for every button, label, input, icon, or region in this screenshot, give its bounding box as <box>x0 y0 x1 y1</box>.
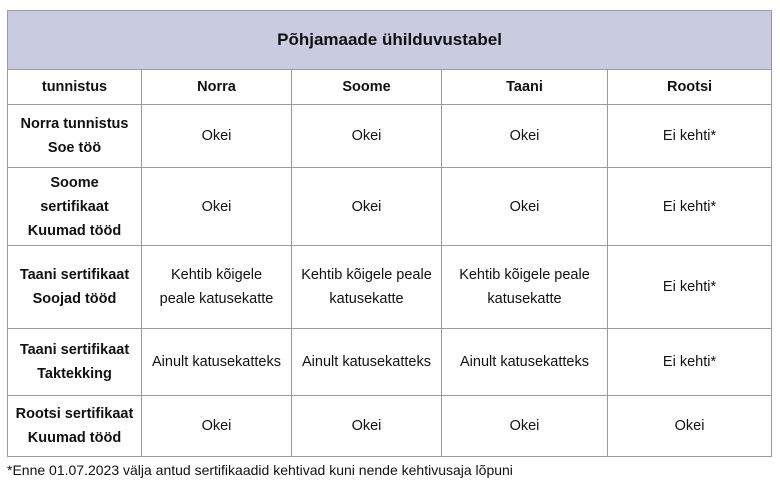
row-label-line: Soe töö <box>47 140 102 156</box>
table-cell <box>442 246 608 329</box>
compatibility-table <box>7 10 772 457</box>
table-cell: Okei <box>292 168 442 246</box>
table-cell: Okei <box>142 396 292 457</box>
table-cell: Okei <box>292 396 442 457</box>
row-label-line: Soojad tööd <box>32 291 117 307</box>
table-cell: Okei <box>442 168 608 246</box>
table-row <box>8 168 772 246</box>
cell-line: katusekatte <box>487 291 562 307</box>
row-label-line: Rootsi sertifikaat <box>15 406 134 422</box>
column-header: Taani <box>442 70 608 105</box>
table-cell: Ei kehti* <box>608 246 772 329</box>
row-label <box>8 396 142 457</box>
table-cell: Ainult katusekatteks <box>142 329 292 396</box>
row-label-line: Soome <box>50 174 99 191</box>
table-title: Põhjamaade ühilduvustabel <box>8 11 772 70</box>
row-label <box>8 329 142 396</box>
column-header: tunnistus <box>8 70 142 105</box>
row-label <box>8 168 142 246</box>
header-row <box>8 70 772 105</box>
footnote: *Enne 01.07.2023 välja antud sertifikaadid kehtivad kuni nende kehtivusaja lõpuni <box>7 462 513 478</box>
cell-line: Kehtib kõigele peale <box>459 267 590 283</box>
table-row <box>8 329 772 396</box>
table-cell: Okei <box>442 105 608 168</box>
table-cell: Okei <box>608 396 772 457</box>
row-label-line: Taani sertifikaat <box>19 267 130 283</box>
table-cell: Ei kehti* <box>608 168 772 246</box>
cell-line: peale katusekatte <box>159 291 274 307</box>
table-cell <box>142 246 292 329</box>
table-cell: Okei <box>142 105 292 168</box>
table-cell: Okei <box>292 105 442 168</box>
cell-line: Kehtib kõigele <box>170 267 263 283</box>
row-label-line: sertifikaat <box>40 198 109 215</box>
table-row <box>8 105 772 168</box>
table-row <box>8 246 772 329</box>
row-label-line: Kuumad tööd <box>27 430 122 446</box>
table-cell: Ainult katusekatteks <box>292 329 442 396</box>
column-header: Norra <box>142 70 292 105</box>
row-label <box>8 105 142 168</box>
row-label-line: Norra tunnistus <box>20 116 129 132</box>
table-cell: Ei kehti* <box>608 329 772 396</box>
row-label-line: Taktekking <box>37 366 112 382</box>
table-row <box>8 396 772 457</box>
row-label <box>8 246 142 329</box>
table-cell <box>292 246 442 329</box>
table-cell: Ainult katusekatteks <box>442 329 608 396</box>
column-header: Soome <box>292 70 442 105</box>
table-cell: Ei kehti* <box>608 105 772 168</box>
table-cell: Okei <box>142 168 292 246</box>
cell-line: katusekatte <box>329 291 404 307</box>
row-label-line: Kuumad tööd <box>27 222 122 239</box>
row-label-line: Taani sertifikaat <box>19 342 130 358</box>
cell-line: Kehtib kõigele peale <box>301 267 432 283</box>
column-header: Rootsi <box>608 70 772 105</box>
table-cell: Okei <box>442 396 608 457</box>
